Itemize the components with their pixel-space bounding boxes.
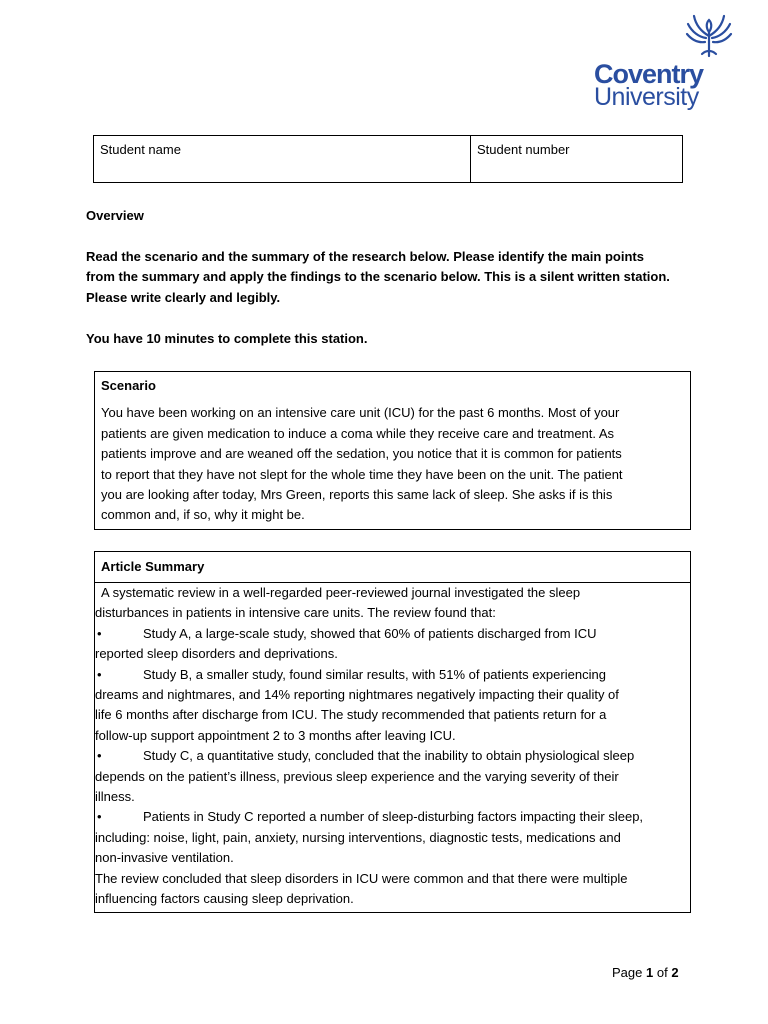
bullet-continuation: life 6 months after discharge from ICU. The study recommended that patients return for a — [95, 707, 607, 723]
bullet-first-line: Study B, a smaller study, found similar results, with 51% of patients experiencing — [143, 666, 606, 682]
scenario-box — [94, 371, 691, 530]
page-total: 2 — [671, 965, 679, 980]
overview-line: Please write clearly and legibly. — [86, 289, 281, 305]
bullet-continuation: follow-up support appointment 2 to 3 months after leaving ICU. — [95, 727, 456, 743]
article-summary-box — [94, 551, 691, 913]
overview-heading: Overview — [86, 208, 144, 223]
scenario-heading: Scenario — [101, 378, 156, 393]
bullet-item — [95, 624, 689, 644]
bullet-icon: • — [97, 809, 102, 825]
page-word: Page — [612, 965, 643, 980]
student-number-cell[interactable] — [471, 136, 682, 182]
bullet-item — [95, 665, 689, 685]
bullet-icon: • — [97, 666, 102, 682]
logo-line-2: University — [594, 83, 699, 111]
overview-line: from the summary and apply the findings to the scenario below. This is a silent written station. — [86, 269, 670, 285]
bullet-first-line: Study A, a large-scale study, showed that 60% of patients discharged from ICU — [143, 625, 597, 641]
bullet-continuation: dreams and nightmares, and 14% reporting nightmares negatively impacting their quality of — [95, 687, 619, 703]
conclusion-line: influencing factors causing sleep deprivation. — [95, 891, 354, 907]
intro-line: disturbances in patients in intensive care units. The review found that: — [95, 605, 496, 621]
page-current: 1 — [646, 965, 654, 980]
phoenix-emblem-icon — [684, 10, 734, 60]
bullet-continuation: illness. — [95, 789, 135, 805]
bullet-continuation: reported sleep disorders and deprivations. — [95, 646, 338, 662]
overview-line: Read the scenario and the summary of the research below. Please identify the main points — [86, 249, 644, 264]
intro-line: A systematic review in a well-regarded peer-reviewed journal investigated the sleep — [101, 585, 581, 600]
bullet-continuation: depends on the patient’s illness, previous sleep experience and the varying severity of their — [95, 768, 619, 784]
scenario-line: patients improve and are weaned off the sedation, you notice that it is common for patients — [101, 446, 622, 462]
student-info-table — [93, 135, 683, 183]
student-name-label: Student name — [100, 142, 181, 157]
page-number-footer — [612, 963, 679, 983]
student-name-cell[interactable] — [94, 136, 471, 182]
scenario-line: common and, if so, why it might be. — [101, 507, 305, 523]
article-summary-body — [95, 583, 690, 910]
bullet-icon: • — [97, 748, 102, 764]
scenario-line: patients are given medication to induce a coma while they receive care and treatment. As — [101, 425, 615, 441]
coventry-university-logo — [590, 10, 738, 110]
article-summary-heading: Article Summary — [95, 552, 690, 583]
scenario-line: you are looking after today, Mrs Green, reports this same lack of sleep. She asks if is this — [101, 487, 613, 503]
conclusion-line: The review concluded that sleep disorders in ICU were common and that there were multiple — [95, 870, 628, 886]
overview-instructions — [86, 247, 686, 308]
time-note: You have 10 minutes to complete this station. — [86, 331, 368, 346]
bullet-item — [95, 807, 689, 827]
of-word: of — [656, 965, 668, 980]
scenario-line: You have been working on an intensive care unit (ICU) for the past 6 months. Most of your — [101, 405, 620, 421]
logo-line-1: Coventry — [594, 59, 704, 89]
student-number-label: Student number — [477, 142, 570, 157]
bullet-continuation: non-invasive ventilation. — [95, 850, 234, 866]
bullet-item — [95, 746, 689, 766]
scenario-line: to report that they have not slept for the whole time they have been on the unit. The patient — [101, 466, 623, 482]
bullet-first-line: Patients in Study C reported a number of sleep-disturbing factors impacting their sleep, — [143, 809, 644, 825]
bullet-continuation: including: noise, light, pain, anxiety, nursing interventions, diagnostic tests, medications and — [95, 829, 621, 845]
bullet-icon: • — [97, 625, 102, 641]
bullet-first-line: Study C, a quantitative study, concluded that the inability to obtain physiological sleep — [143, 748, 635, 764]
